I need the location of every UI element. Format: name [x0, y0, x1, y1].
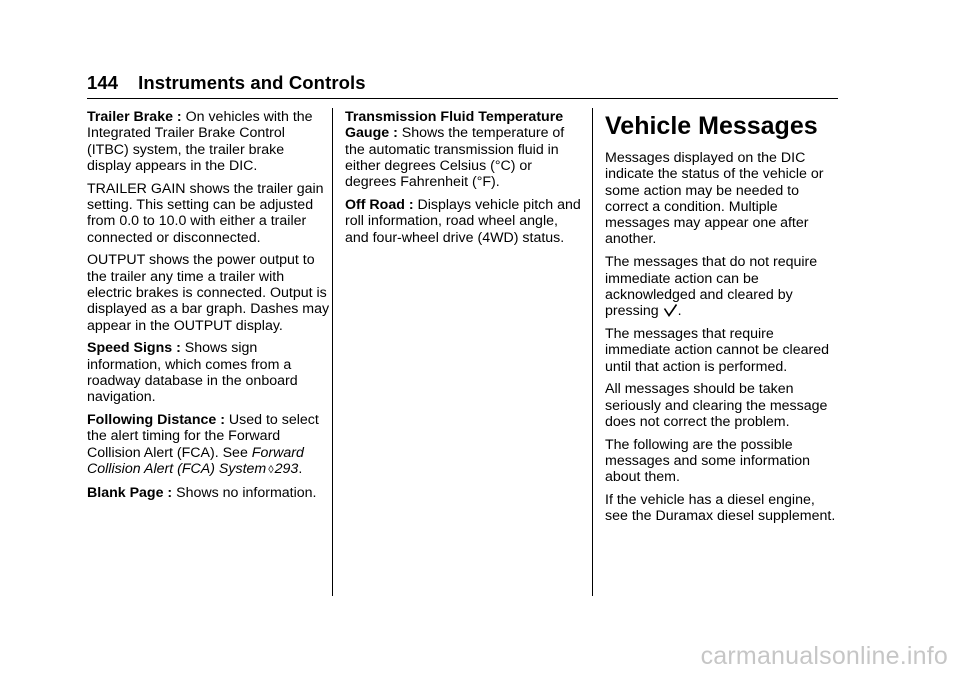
messages-paragraph-1: Messages displayed on the DIC indicate the status of the vehicle or some action may be needed to correct a condition. Multiple messages may appear one after another. [605, 150, 824, 248]
messages-paragraph-2 [605, 254, 841, 319]
messages-paragraph-5: The following are the possible messages and some information about them. [605, 436, 811, 486]
page-number: 144 [87, 72, 119, 93]
messages-paragraph-6: If the vehicle has a diesel engine, see the Duramax diesel supplement. [605, 492, 836, 525]
column-divider-1 [332, 108, 333, 596]
fca-reference-link[interactable]: Forward Collision Alert (FCA) System [87, 444, 304, 477]
page-header [87, 72, 366, 94]
section-title: Instruments and Controls [138, 72, 366, 93]
trans-fluid-text: Shows the temperature of the automatic transmission fluid in either degrees Celsius (°C) or degrees Fahrenheit (°F). [345, 125, 565, 191]
vehicle-messages-heading: Vehicle Messages [605, 112, 818, 140]
messages-paragraph-2-text: The messages that do not require immediate action can be acknowledged and cleared by pressing [605, 254, 818, 320]
speed-signs-term: Speed Signs : [87, 340, 181, 357]
trans-fluid-term: Transmission Fluid Temperature Gauge : [345, 109, 564, 142]
header-rule [87, 98, 838, 99]
blank-page-text: Shows no information. [176, 484, 317, 501]
watermark: carmanualsonline.info [700, 642, 948, 670]
trailer-brake-term: Trailer Brake : [87, 109, 182, 125]
speed-signs-text: Shows sign information, which comes from a roadway database in the onboard navigation. [87, 340, 298, 406]
page-reference-icon: ◊ [268, 463, 274, 476]
speed-signs-entry [87, 340, 330, 405]
trans-fluid-entry [345, 109, 585, 190]
following-distance-entry: Following Distance : Used to select the alert timing for the Forward Collision Alert (FCA). See Forward Collision Alert (FCA) System ◊293. [87, 412, 319, 477]
fca-reference-page[interactable]: 293 [274, 460, 299, 477]
off-road-entry [345, 197, 585, 246]
column-3 [605, 109, 841, 531]
trailer-brake-entry [87, 109, 330, 174]
checkmark-icon [663, 303, 678, 317]
messages-paragraph-4: All messages should be taken seriously and clearing the message does not correct the problem. [605, 381, 828, 430]
messages-paragraph-2-end: . [677, 303, 682, 320]
column-1 [87, 109, 330, 508]
blank-page-entry [87, 485, 330, 501]
off-road-term: Off Road : [345, 196, 414, 213]
trailer-gain-paragraph: TRAILER GAIN shows the trailer gain setting. This setting can be adjusted from 0.0 to 10.0 with either a trailer connected or disconnected. [87, 180, 324, 246]
messages-paragraph-3: The messages that require immediate action cannot be cleared until that action is performed. [605, 325, 829, 375]
column-divider-2 [592, 108, 593, 596]
output-paragraph: OUTPUT shows the power output to the trailer any time a trailer with electric brakes is connected. Output is displayed as a bar graph. Dashes may appear in the OUTPUT display. [87, 252, 330, 334]
following-distance-text: Used to select the alert timing for the Forward Collision Alert (FCA). See [87, 412, 319, 461]
following-distance-term: Following Distance : [87, 412, 225, 429]
column-2 [345, 109, 585, 252]
trailer-brake-text: On vehicles with the Integrated Trailer Brake Control (ITBC) system, the trailer brake display appears in the DIC. [87, 109, 313, 174]
blank-page-term: Blank Page : [87, 484, 173, 501]
off-road-text: Displays vehicle pitch and roll information, road wheel angle, and four-wheel drive (4WD) status. [345, 196, 581, 246]
